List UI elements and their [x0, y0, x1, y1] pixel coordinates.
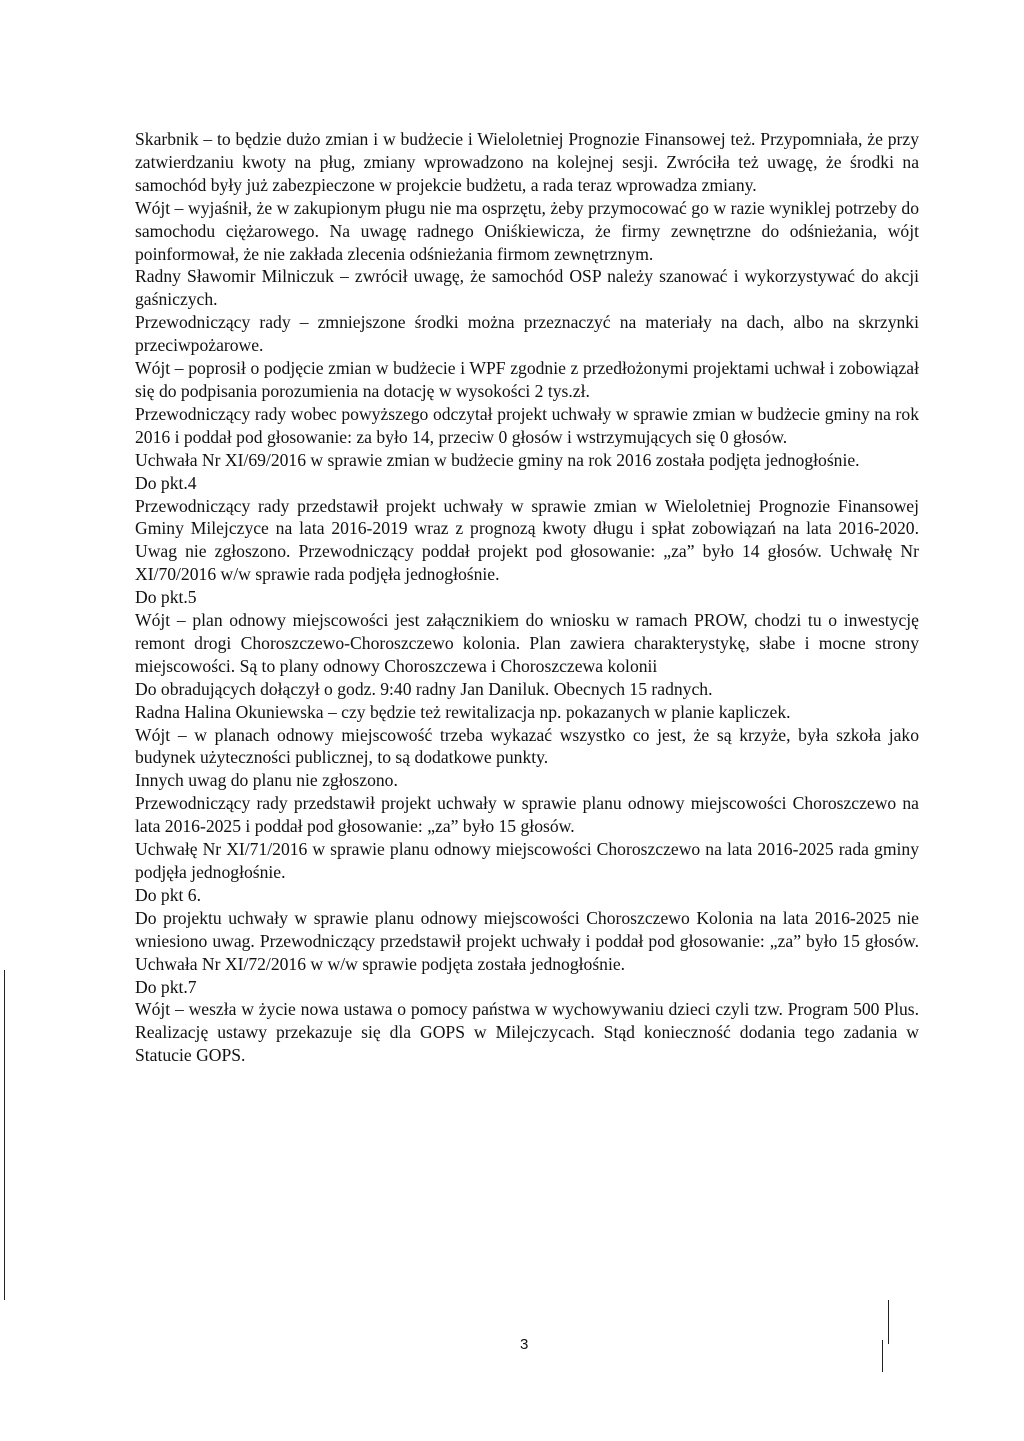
paragraph-radny-milniczuk: Radny Sławomir Milniczuk – zwrócił uwagę, że samochód OSP należy szanować i wykorzystywać do akcji gaśniczych.: [135, 266, 919, 310]
paragraph-uchwala-71: Uchwałę Nr XI/71/2016 w sprawie planu odnowy miejscowości Choroszczewo na lata 2016-2025 rada gminy podjęła jednogłośnie.: [135, 839, 919, 882]
paragraph-przewodniczacy-srodki: Przewodniczący rady – zmniejszone środki można przeznaczyć na materiały na dach, albo na skrzynki przeciwpożarowe.: [135, 312, 919, 356]
paragraph-wpf-uchwala-70: Przewodniczący rady przedstawił projekt uchwały w sprawie zmian w Wieloletniej Prognozie Finansowej Gminy Milejczyce na lata 2016-2019 wraz z prognozą kwoty długu i spłat zobowiązań na lata 2016-2020. Uwag nie zgłoszono. Przewodniczący poddał projekt pod głosowanie: „za” było 14 głosów. Uchwałę Nr XI/70/2016 w/w sprawie rada podjęła jednogłośnie.: [135, 495, 919, 585]
paragraph-wojt-plug: Wójt – wyjaśnił, że w zakupionym pługu nie ma osprzętu, żeby przymocować go w razie wyniklej potrzeby do samochodu ciężarowego. Na uwagę radnego Oniśkiewicza, że firmy zewnętrzne do odśnieżania, wójt poinformował, że nie zakłada zlecenia odśnieżania firmom zewnętrznym.: [135, 197, 919, 264]
paragraph-wojt-wpf: Wójt – poprosił o podjęcie zmian w budżecie i WPF zgodnie z przedłożonymi projektami uchwał i zobowiązał się do podpisania porozumienia na dotację w wysokości 2 tys.zł.: [135, 358, 919, 401]
paragraph-glosowanie-budzet: Przewodniczący rady wobec powyższego odczytał projekt uchwały w sprawie zmian w budżecie gminy na rok 2016 i poddał pod głosowanie: za było 14, przeciw 0 głosów i wstrzymujących się 0 głosów.: [135, 403, 919, 447]
heading-pkt-7: Do pkt.7: [135, 976, 197, 997]
paragraph-choroszczewo-glosowanie: Przewodniczący rady przedstawił projekt uchwały w sprawie planu odnowy miejscowości Choroszczewo na lata 2016-2025 i poddał pod głosowanie: „za” było 15 głosów.: [135, 793, 919, 837]
scan-edge-line-left: [4, 970, 5, 1300]
scan-edge-line-right-upper: [888, 1300, 889, 1344]
heading-pkt-5: Do pkt.5: [135, 587, 197, 608]
scan-edge-line-right-lower: [882, 1340, 883, 1372]
heading-pkt-4: Do pkt.4: [135, 472, 197, 493]
paragraph-daniluk: Do obradujących dołączył o godz. 9:40 radny Jan Daniluk. Obecnych 15 radnych.: [135, 678, 713, 699]
page-number: 3: [520, 1336, 529, 1353]
paragraph-500-plus: Wójt – weszła w życie nowa ustawa o pomocy państwa w wychowywaniu dzieci czyli tzw. Program 500 Plus. Realizację ustawy przekazuje się dla GOPS w Milejczycach. Stąd konieczność dodania tego zadania w Statucie GOPS.: [135, 999, 919, 1066]
document-body: [135, 128, 919, 1067]
paragraph-uchwala-69: Uchwała Nr XI/69/2016 w sprawie zmian w budżecie gminy na rok 2016 została podjęta jednogłośnie.: [135, 449, 860, 470]
paragraph-skarbnik: Skarbnik – to będzie dużo zmian i w budżecie i Wieloletniej Prognozie Finansowej też. Przypomniała, że przy zatwierdzaniu kwoty na pług, zmiany wprowadzono na kolejnej sesji. Zwróciła też uwagę, że środki na samochód były już zabezpieczone w projekcie budżetu, a rada teraz wprowadza zmiany.: [135, 129, 919, 195]
paragraph-wojt-krzyze: Wójt – w planach odnowy miejscowość trzeba wykazać wszystko co jest, że są krzyże, była szkoła jako budynek użyteczności publicznej, to są dodatkowe punkty.: [135, 724, 919, 768]
paragraph-wojt-plan-odnowy: Wójt – plan odnowy miejscowości jest załącznikiem do wniosku w ramach PROW, chodzi tu o inwestycję remont drogi Choroszczewo-Choroszczewo kolonia. Plan zawiera charakterystykę, słabe i mocne strony miejscowości. Są to plany odnowy Choroszczewa i Choroszczewa kolonii: [135, 610, 919, 676]
paragraph-okuniewska: Radna Halina Okuniewska – czy będzie też rewitalizacja np. pokazanych w planie kapliczek.: [135, 701, 791, 722]
heading-pkt-6: Do pkt 6.: [135, 884, 201, 905]
paragraph-uchwala-72: Do projektu uchwały w sprawie planu odnowy miejscowości Choroszczewo Kolonia na lata 2016-2025 nie wniesiono uwag. Przewodniczący przedstawił projekt uchwały i poddał pod głosowanie: „za” było 15 głosów. Uchwała Nr XI/72/2016 w w/w sprawie podjęta została jednogłośnie.: [135, 907, 919, 974]
paragraph-brak-uwag: Innych uwag do planu nie zgłoszono.: [135, 770, 398, 791]
